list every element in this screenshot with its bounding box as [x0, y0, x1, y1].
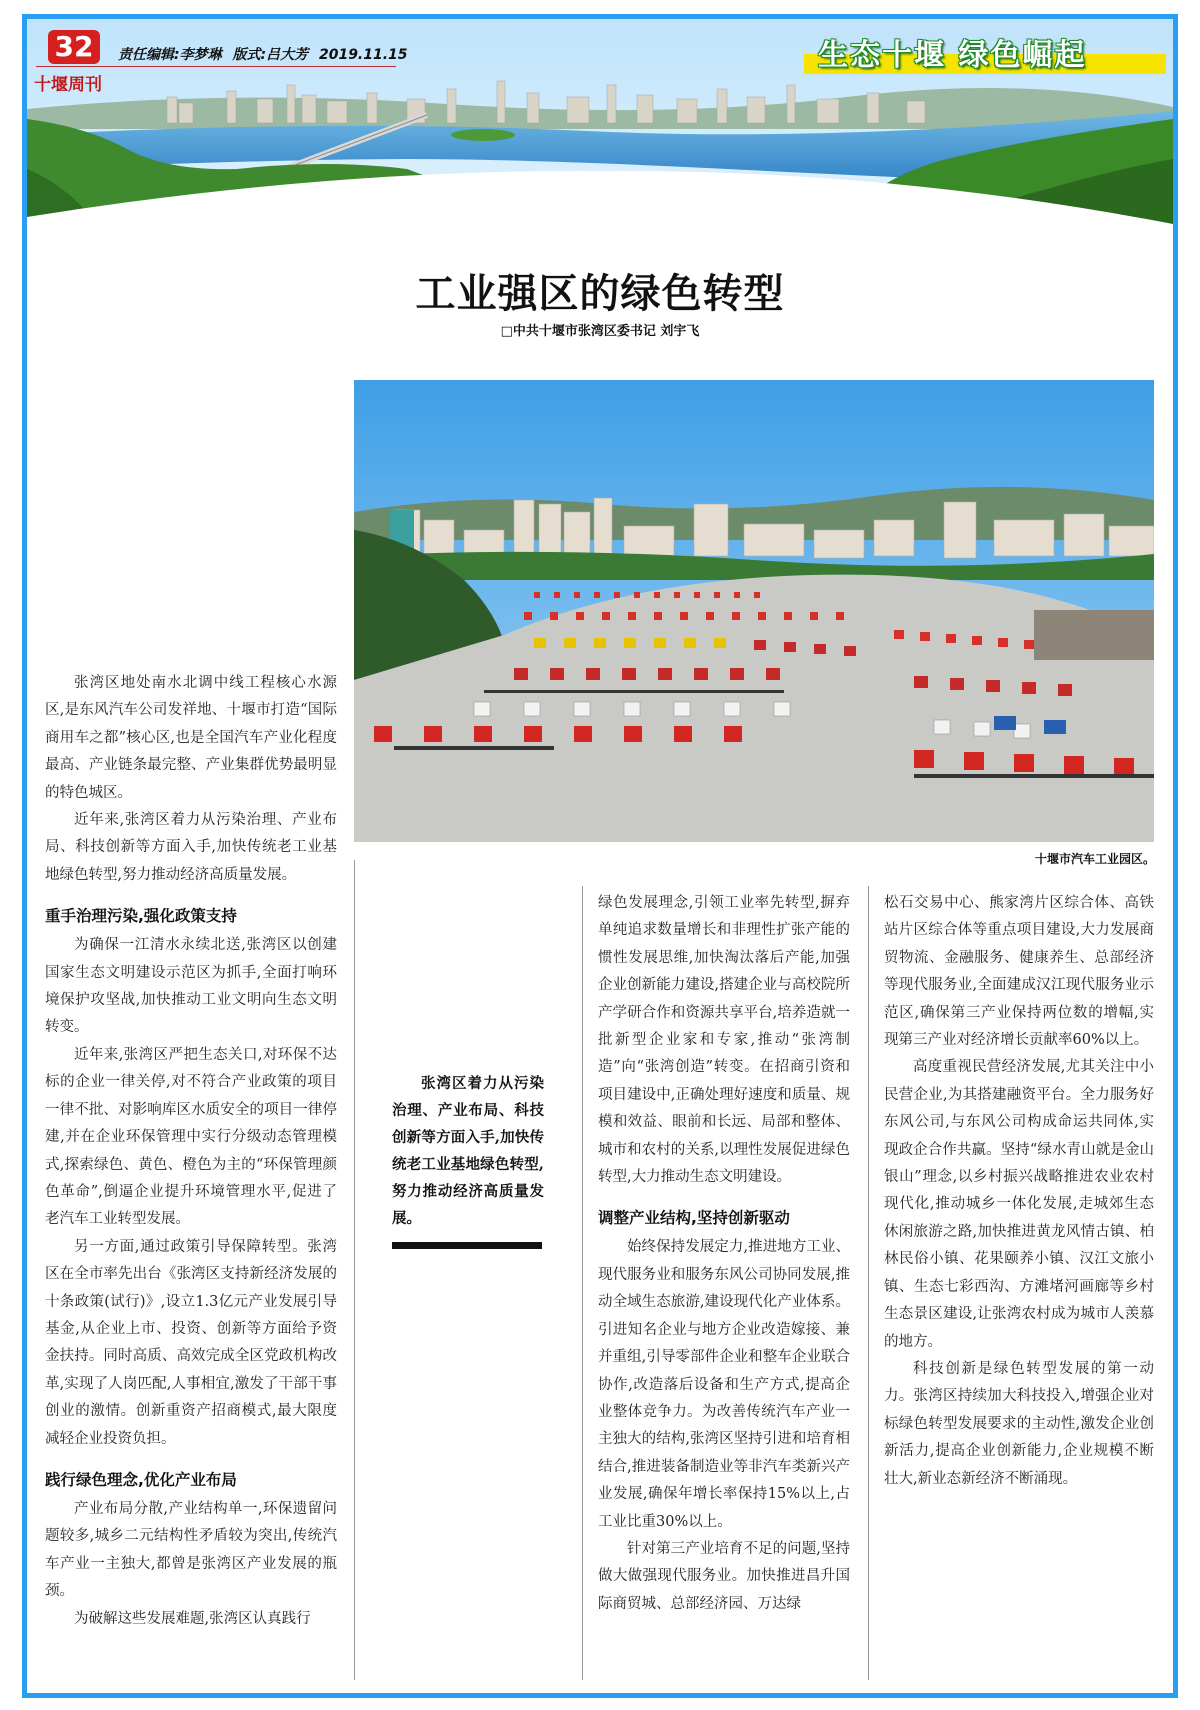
publication-name: 十堰周刊 — [34, 75, 102, 95]
paragraph: 产业布局分散,产业结构单一,环保遗留问题较多,城乡二元结构性矛盾较为突出,传统汽车产业一主独大,都曾是张湾区产业发展的瓶颈。 — [45, 1500, 337, 1600]
section-slogan: 生态十堰 绿色崛起 — [818, 38, 1087, 73]
truck-yard-photo — [354, 380, 1154, 842]
header-rule — [36, 66, 396, 67]
photo-caption: 十堰市汽车工业园区。 — [1034, 852, 1155, 866]
paragraph: 针对第三产业培育不足的问题,坚持做大做强现代服务业。加快推进昌升国际商贸城、总部经济园、万达绿 — [598, 1540, 850, 1612]
paragraph: 张湾区地处南水北调中线工程核心水源区,是东风汽车公司发祥地、十堰市打造“国际商用车之都”核心区,也是全国汽车产业化程度最高、产业链条最完整、产业集群优势最明显的特色城区。 — [45, 675, 337, 801]
editor-credit: 责任编辑:李梦琳 — [118, 47, 222, 63]
paragraph: 高度重视民营经济发展,尤其关注中小民营企业,为其搭建融资平台。全力服务好东风公司,与东风公司构成命运共同体,实现政企合作共赢。坚持“绿水青山就是金山银山”理念,以乡村振兴战略推进农业农村现代化,推动城乡一体化发展,走城郊生态休闲旅游之路,加快推进黄龙风情古镇、柏林民俗小镇、花果颐养小镇、汉江文旅小镇、生态七彩西沟、方滩堵河画廊等乡村生态景区建设,让张湾农村成为城市人羡慕的地方。 — [884, 1059, 1154, 1350]
paragraph: 为确保一江清水永续北送,张湾区以创建国家生态文明建设示范区为抓手,全面打响环境保护攻坚战,加快推动工业文明向生态文明转变。 — [45, 937, 337, 1036]
paragraph: 绿色发展理念,引领工业率先转型,摒弃单纯追求数量增长和非理性扩张产能的惯性发展思维,加快淘汰落后产能,加强企业创新能力建设,搭建企业与高校院所产学研合作和资源共享平台,培养造就一批新型企业家和专家,推动“张湾制造”向“张湾创造”转变。在招商引资和项目建设中,正确处理好速度和质量、规模和效益、眼前和长远、局部和整体、城市和农村的关系,以理性发展促进绿色转型,大力推动生态文明建设。 — [598, 895, 850, 1186]
column-divider — [354, 860, 355, 1680]
section-heading: 践行绿色理念,优化产业布局 — [45, 1470, 237, 1489]
article-title: 工业强区的绿色转型 — [415, 270, 785, 317]
layout-credit: 版式:吕大芳 — [232, 47, 309, 63]
issue-date: 2019.11.15 — [318, 47, 408, 63]
pull-quote-rule — [392, 1242, 542, 1249]
paragraph: 松石交易中心、熊家湾片区综合体、高铁站片区综合体等重点项目建设,大力发展商贸物流、金融服务、健康养生、总部经济等现代服务业,全面建成汉江现代服务业示范区,确保第三产业保持两位数的增幅,实现第三产业对经济增长贡献率60%以上。 — [884, 895, 1154, 1049]
column-divider — [868, 886, 869, 1680]
paragraph: 科技创新是绿色转型发展的第一动力。张湾区持续加大科技投入,增强企业对标绿色转型发展要求的主动性,激发企业创新活力,提高企业创新能力,企业规模不断壮大,新业态新经济不断涌现。 — [884, 1360, 1154, 1487]
section-heading: 调整产业结构,坚持创新驱动 — [598, 1209, 790, 1228]
paragraph: 近年来,张湾区着力从污染治理、产业布局、科技创新等方面入手,加快传统老工业基地绿色转型,努力推动经济高质量发展。 — [45, 812, 337, 883]
article-column-1 — [45, 670, 337, 1633]
paragraph: 另一方面,通过政策引导保障转型。张湾区在全市率先出台《张湾区支持新经济发展的十条政策(试行)》,设立1.3亿元产业发展引导基金,从企业上市、投资、创新等方面给予资金扶持。同时高质、高效完成全区党政机构改革,实现了人岗匹配,人事相宜,激发了干部干事创业的激情。创新重资产招商模式,最大限度减轻企业投资负担。 — [45, 1238, 337, 1447]
section-heading: 重手治理污染,强化政策支持 — [45, 907, 237, 926]
pull-quote: 张湾区着力从污染治理、产业布局、科技创新等方面入手,加快传统老工业基地绿色转型,努力推动经济高质量发展。 — [392, 1075, 544, 1227]
paragraph: 为破解这些发展难题,张湾区认真践行 — [74, 1610, 311, 1627]
credits-line — [118, 44, 414, 64]
column-divider — [582, 886, 583, 1680]
paragraph: 近年来,张湾区严把生态关口,对环保不达标的企业一律关停,对不符合产业政策的项目一律不批、对影响库区水质安全的项目一律停建,并在企业环保管理中实行分级动态管理模式,探索绿色、黄色、橙色为主的“环保管理颜色革命”,倒逼企业提升环境管理水平,促进了老汽车工业转型发展。 — [45, 1046, 337, 1228]
article-byline: □中共十堰市张湾区委书记 刘宇飞 — [500, 324, 700, 339]
paragraph: 始终保持发展定力,推进地方工业、现代服务业和服务东风公司协同发展,推动全域生态旅游,建设现代化产业体系。引进知名企业与地方企业改造嫁接、兼并重组,引导零部件企业和整车企业联合协作,改造落后设备和生产方式,提高企业整体竞争力。为改善传统汽车产业一主独大的结构,张湾区坚持引进和培育相结合,推进装备制造业等非汽车类新兴产业发展,确保年增长率保持15%以上,占工业比重30%以上。 — [598, 1239, 850, 1530]
truck-yard-illustration — [354, 380, 1154, 842]
page-number: 32 — [48, 30, 100, 64]
article-column-4 — [884, 890, 1154, 1493]
article-column-3 — [598, 890, 850, 1618]
